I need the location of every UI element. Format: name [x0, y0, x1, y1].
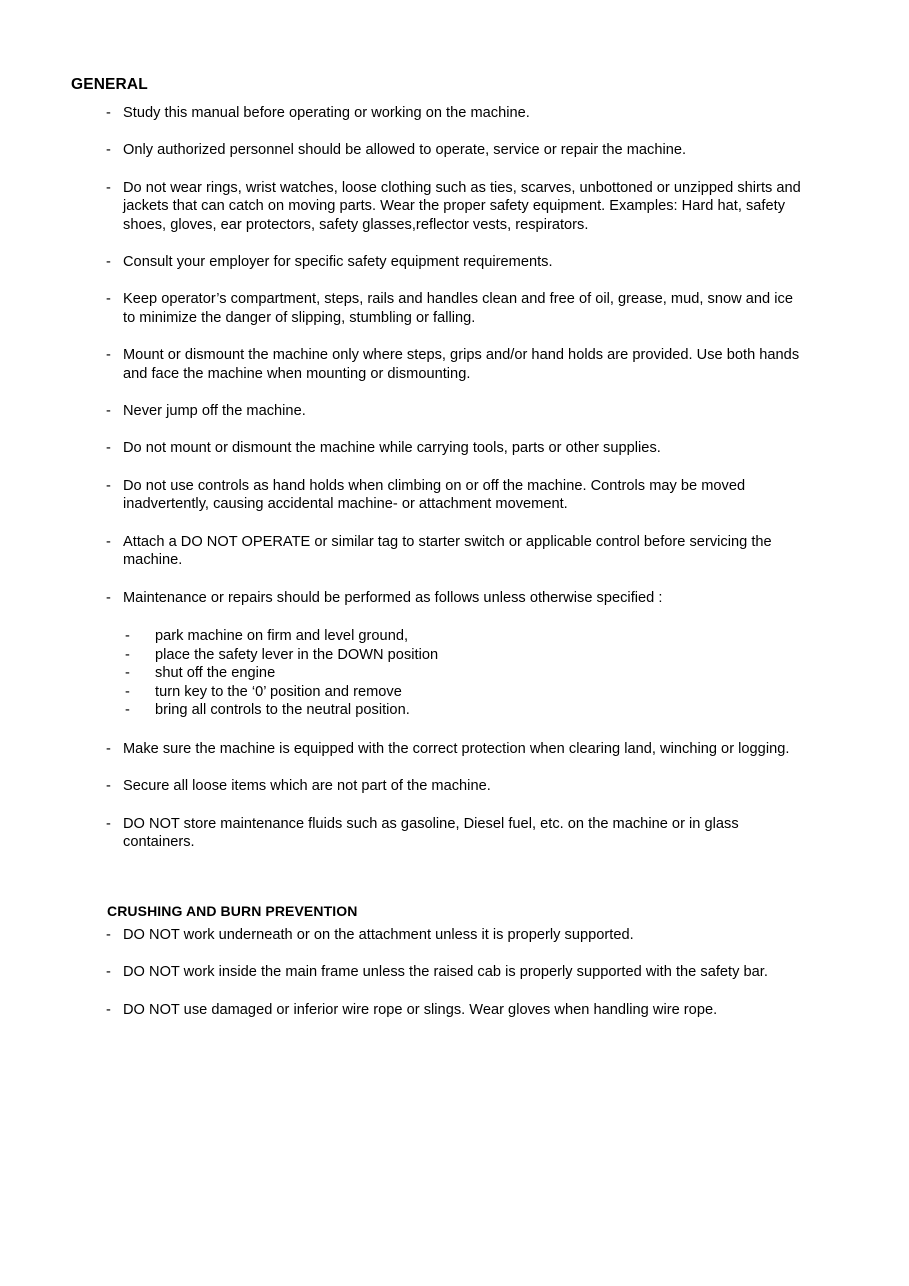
sublist-item [0, 701, 909, 720]
list-item [0, 1001, 909, 1019]
sublist-item-text: turn key to the ‘0’ position and remove [155, 683, 402, 700]
list-item [0, 439, 909, 457]
section-heading-crushing-and-burn-prevention: CRUSHING AND BURN PREVENTION [107, 902, 358, 919]
list-item [0, 777, 909, 795]
bullet-dash-marker: - [106, 403, 111, 420]
list-item [0, 402, 909, 420]
sublist-item-text: place the safety lever in the DOWN position [155, 646, 439, 663]
bullet-dash-marker: - [106, 927, 111, 943]
sublist-item [0, 683, 909, 702]
bullet-dash-marker: - [106, 477, 111, 494]
section-heading-general: GENERAL [71, 76, 148, 94]
bullet-dash-marker: - [106, 589, 111, 606]
maintenance-steps-sublist [0, 627, 909, 720]
sublist-item-text: bring all controls to the neutral position. [155, 702, 410, 719]
bullet-dash-marker: - [106, 291, 111, 308]
list-item-text: Make sure the machine is equipped with the correct protection when clearing land, winching or logging. [123, 740, 790, 757]
list-item-text: Do not use controls as hand holds when climbing on or off the machine. Controls may be moved inadvertently, causing accidental machine- or attachment movement. [123, 477, 746, 513]
sublist-dash-marker: - [125, 683, 130, 700]
list-item [0, 179, 909, 234]
list-item-text: Do not wear rings, wrist watches, loose clothing such as ties, scarves, unbottoned or unzipped shirts and jackets that can catch on moving parts. Wear the proper safety equipment. Examples: Hard hat, safety shoes, gloves, ear protectors, safety glasses,reflector vests, respirators. [123, 179, 801, 233]
list-item [0, 290, 909, 327]
bullet-dash-marker: - [106, 533, 111, 550]
list-item-text: Do not mount or dismount the machine while carrying tools, parts or other supplies. [123, 440, 661, 457]
list-item [0, 533, 909, 570]
list-item-text: Study this manual before operating or working on the machine. [123, 105, 530, 121]
bullet-dash-marker: - [106, 440, 111, 457]
list-item-text: DO NOT use damaged or inferior wire rope or slings. Wear gloves when handling wire rope. [123, 1001, 718, 1018]
sublist-item [0, 646, 909, 665]
list-item-text: Secure all loose items which are not part of the machine. [123, 778, 491, 795]
list-item [0, 815, 909, 852]
sublist-item-text: park machine on firm and level ground, [155, 627, 409, 644]
sublist-item-text: shut off the engine [155, 665, 276, 682]
list-item-text: Never jump off the machine. [123, 403, 306, 420]
list-item [0, 589, 909, 607]
list-item [0, 926, 909, 944]
list-item-text: DO NOT work inside the main frame unless the raised cab is properly supported with the safety bar. [123, 964, 768, 981]
list-item [0, 740, 909, 758]
bullet-dash-marker: - [106, 142, 111, 159]
list-item [0, 477, 909, 514]
bullet-dash-marker: - [106, 740, 111, 757]
sublist-dash-marker: - [125, 702, 130, 719]
bullet-list-crushing [0, 926, 909, 1038]
list-item [0, 963, 909, 981]
sublist-dash-marker: - [125, 646, 130, 663]
bullet-dash-marker: - [106, 105, 111, 121]
list-item-text: DO NOT work underneath or on the attachment unless it is properly supported. [123, 927, 634, 943]
list-item [0, 141, 909, 159]
list-item-text: DO NOT store maintenance fluids such as gasoline, Diesel fuel, etc. on the machine or in glass containers. [123, 815, 739, 851]
sublist-item [0, 627, 909, 646]
list-item [0, 346, 909, 383]
bullet-dash-marker: - [106, 778, 111, 795]
sublist-dash-marker: - [125, 665, 130, 682]
list-item-text: Keep operator’s compartment, steps, rails and handles clean and free of oil, grease, mud, snow and ice to minimize the danger of slipping, stumbling or falling. [123, 291, 793, 326]
bullet-dash-marker: - [106, 815, 111, 832]
bullet-list-general [0, 104, 909, 871]
list-item [0, 253, 909, 271]
bullet-dash-marker: - [106, 254, 111, 271]
list-item-text: Consult your employer for specific safety equipment requirements. [123, 254, 553, 271]
sublist-dash-marker: - [125, 627, 130, 644]
bullet-dash-marker: - [106, 179, 111, 196]
list-item-text: Mount or dismount the machine only where steps, grips and/or hand holds are provided. Use both hands and face the machine when mounting or dismounting. [123, 347, 800, 382]
bullet-dash-marker: - [106, 347, 111, 364]
bullet-dash-marker: - [106, 964, 111, 981]
list-item-text: Only authorized personnel should be allowed to operate, service or repair the machine. [123, 142, 687, 159]
bullet-dash-marker: - [106, 1001, 111, 1018]
list-item [0, 104, 909, 122]
sublist-item [0, 664, 909, 683]
list-item-text: Maintenance or repairs should be performed as follows unless otherwise specified : [123, 589, 663, 606]
list-item-text: Attach a DO NOT OPERATE or similar tag to starter switch or applicable control before servicing the machine. [123, 533, 772, 569]
